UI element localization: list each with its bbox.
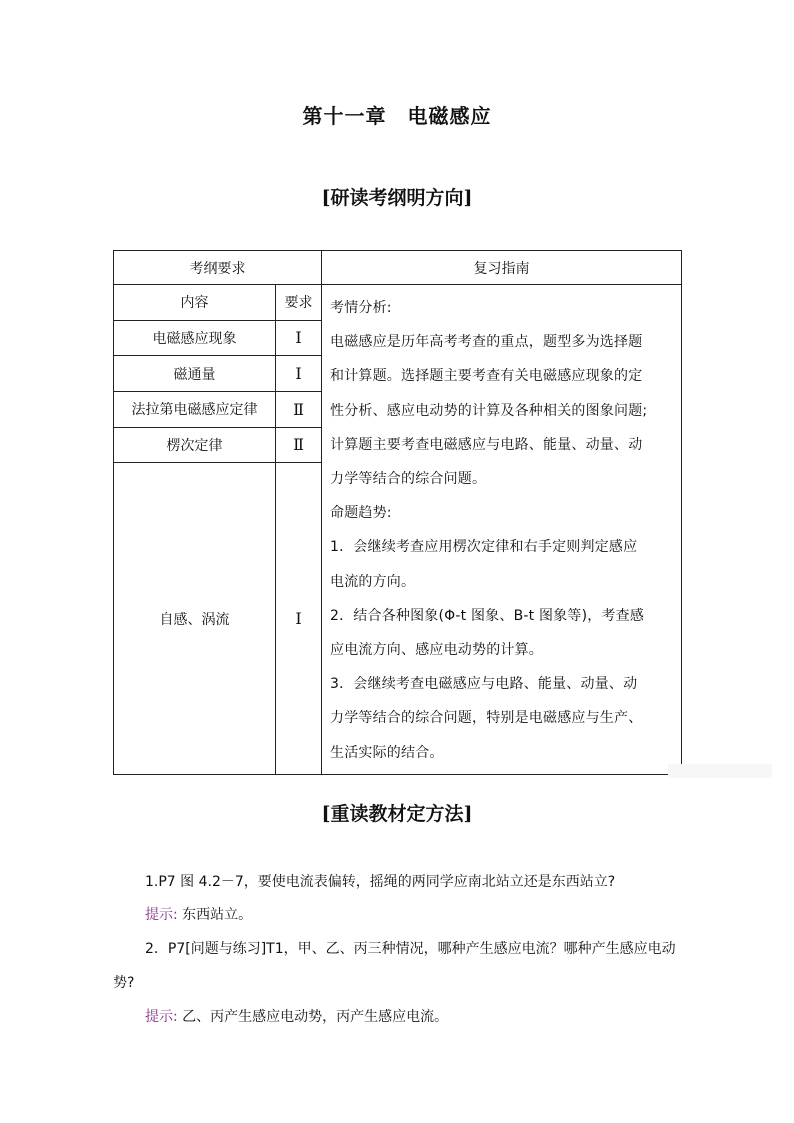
guide-line: 应电流方向、感应电动势的计算。 (330, 642, 543, 659)
row-content: 自感、涡流 (114, 463, 276, 775)
row-content: 法拉第电磁感应定律 (114, 391, 276, 427)
question-1: 1.P7 图 4.2－7，要使电流表偏转，摇绳的两同学应南北站立还是东西站立? (145, 874, 616, 890)
watermark (668, 760, 778, 787)
guide-line: 生活实际的结合。 (330, 744, 444, 761)
answer-text: 东西站立。 (182, 907, 253, 923)
watermark-graphic (668, 760, 778, 782)
syllabus-table (113, 250, 682, 775)
section-title-outline: [研读考纲明方向] (321, 187, 473, 209)
row-level: Ⅱ (276, 427, 322, 463)
question-2: 2．P7[问题与练习]T1，甲、乙、丙三种情况，哪种产生感应电流？哪种产生感应电动势? (113, 941, 676, 991)
hint-label: 提示: (145, 907, 178, 923)
chapter-title: 第十一章 电磁感应 (302, 104, 492, 128)
guide-line: 1．会继续考查应用楞次定律和右手定则判定感应 (330, 539, 638, 556)
row-level: Ⅱ (276, 391, 322, 427)
guide-line: 考情分析: (330, 300, 392, 316)
answer-2 (145, 1000, 715, 1034)
guide-line: 电磁感应是历年高考考查的重点，题型多为选择题 (330, 334, 643, 351)
row-level: Ⅰ (276, 356, 322, 392)
guide-line: 计算题主要考查电磁感应与电路、能量、动量、动 (330, 436, 643, 453)
row-content: 楞次定律 (114, 427, 276, 463)
guide-line: 3．会继续考查电磁感应与电路、能量、动量、动 (330, 676, 638, 693)
guide-line: 性分析、感应电动势的计算及各种相关的图象问题; (330, 402, 648, 419)
answer-1 (145, 898, 715, 932)
guide-line: 2．结合各种图象(Φ-t 图象、B-t 图象等)，考查感 (330, 607, 645, 624)
header-review-guide: 复习指南 (322, 251, 682, 285)
hint-label: 提示: (145, 1009, 178, 1025)
header-syllabus-requirements: 考纲要求 (114, 251, 322, 285)
guide-line: 力学等结合的综合问题。 (330, 471, 487, 488)
section-title-textbook: [重读教材定方法] (321, 803, 473, 825)
guide-line: 命题趋势: (330, 505, 392, 522)
row-content: 磁通量 (114, 356, 276, 392)
col-header-requirement: 要求 (276, 285, 322, 321)
col-header-content: 内容 (114, 285, 276, 321)
guide-line: 力学等结合的综合问题，特别是电磁感应与生产、 (330, 710, 643, 727)
review-guide-text (322, 285, 682, 775)
row-level: Ⅰ (276, 463, 322, 775)
row-content: 电磁感应现象 (114, 320, 276, 356)
row-level: Ⅰ (276, 320, 322, 356)
guide-line: 电流的方向。 (330, 573, 416, 590)
answer-text: 乙、丙产生感应电动势，丙产生感应电流。 (182, 1009, 449, 1025)
guide-line: 和计算题。选择题主要考查有关电磁感应现象的定 (330, 368, 643, 385)
